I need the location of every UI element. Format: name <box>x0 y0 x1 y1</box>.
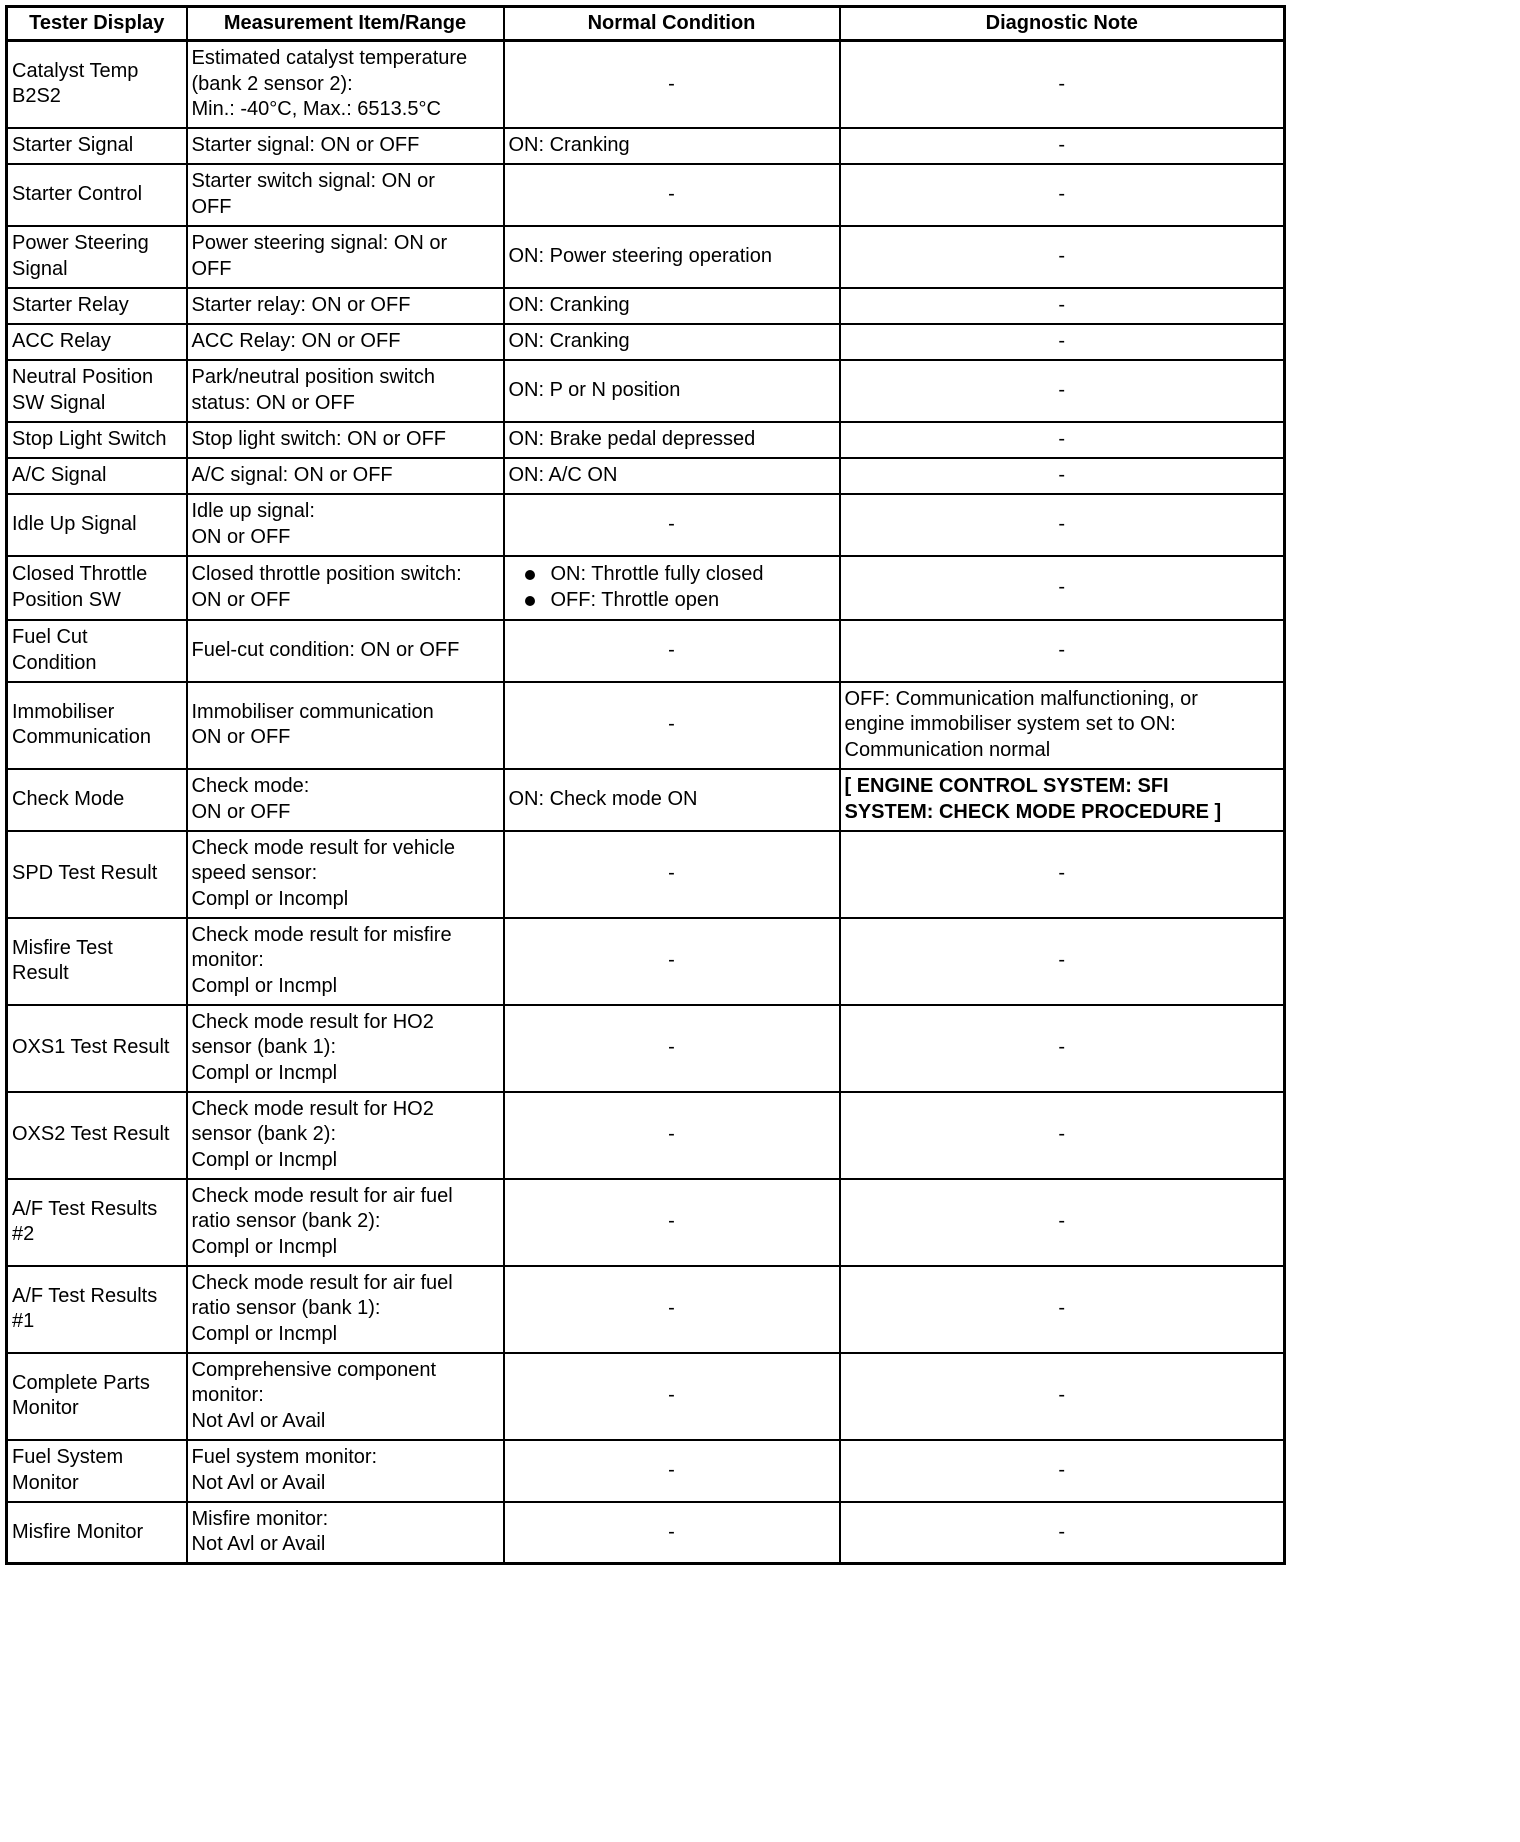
cell-text-line: ON or OFF <box>191 525 291 548</box>
cell-text-line: Idle up signal: <box>191 500 315 522</box>
table-row <box>7 458 1285 494</box>
cell-text-line: B2S2 <box>12 85 61 108</box>
cell-text-line: - <box>668 1458 675 1481</box>
normal-condition-cell <box>504 494 840 556</box>
cell-text-line: Position SW <box>12 588 121 611</box>
cell-text-line: [ ENGINE CONTROL SYSTEM: SFI <box>844 775 1169 797</box>
diagnostic-note-cell <box>840 458 1285 494</box>
cell-text-line: Signal <box>12 257 68 280</box>
cell-text-line: Misfire Test <box>12 936 113 959</box>
cell-text-line: OFF: Communication malfunctioning, or <box>844 687 1198 710</box>
table-row <box>7 164 1285 226</box>
diagnostic-note-cell <box>840 128 1285 164</box>
table-row <box>7 1266 1285 1353</box>
cell-text-line: Compl or Incmpl <box>191 1235 338 1258</box>
cell-text-line: Starter switch signal: ON or <box>191 170 435 192</box>
measurement-range-cell <box>187 324 504 360</box>
diagnostic-note-cell <box>840 682 1285 769</box>
bullet-dot-icon <box>525 570 535 580</box>
diagnostic-note-cell <box>840 226 1285 288</box>
table-row <box>7 324 1285 360</box>
cell-text-line: ON: Cranking <box>508 293 630 316</box>
cell-text-line: (bank 2 sensor 2): <box>191 72 353 95</box>
diagnostic-note-cell <box>840 1353 1285 1440</box>
diagnostic-note-cell <box>840 324 1285 360</box>
cell-text-line: - <box>668 512 675 535</box>
cell-text-line: ON: Brake pedal depressed <box>508 427 756 450</box>
diagnostic-note-cell <box>840 1502 1285 1564</box>
cell-text-line: A/C Signal <box>12 463 107 486</box>
diagnostic-note-cell <box>840 769 1285 831</box>
normal-condition-cell <box>504 831 840 918</box>
cell-text-line: Power steering signal: ON or <box>191 232 448 254</box>
table-row <box>7 226 1285 288</box>
normal-condition-cell <box>504 128 840 164</box>
normal-condition-cell <box>504 556 840 620</box>
cell-text-line: sensor (bank 1): <box>191 1036 337 1059</box>
cell-text-line: Condition <box>12 651 97 674</box>
diagnostic-note-cell <box>840 41 1285 128</box>
cell-text-line: status: ON or OFF <box>191 391 355 414</box>
cell-text-line: Check mode result for HO2 <box>191 1097 434 1120</box>
bullet-item <box>509 562 835 588</box>
cell-text-line: Not Avl or Avail <box>191 1533 326 1556</box>
cell-text-line: Neutral Position <box>12 366 154 388</box>
cell-text-line: - <box>668 1297 675 1320</box>
cell-text-line: - <box>1058 293 1066 316</box>
table-body <box>7 41 1285 1564</box>
tester-display-cell <box>7 458 187 494</box>
cell-text-line: ON: A/C ON <box>508 463 618 486</box>
cell-text-line: ratio sensor (bank 1): <box>191 1297 381 1320</box>
cell-text-line: SW Signal <box>12 391 106 414</box>
table-row <box>7 556 1285 620</box>
cell-text-line: Check Mode <box>12 787 125 810</box>
measurement-range-cell <box>187 1353 504 1440</box>
cell-text-line: - <box>1058 1123 1066 1146</box>
diagnostic-note-cell <box>840 360 1285 422</box>
cell-text-line: ratio sensor (bank 2): <box>191 1210 381 1233</box>
cell-text-line: - <box>668 72 675 95</box>
normal-condition-cell <box>504 458 840 494</box>
measurement-range-cell <box>187 918 504 1005</box>
diagnostic-note-cell <box>840 1440 1285 1502</box>
cell-text-line: - <box>668 1384 675 1407</box>
table-row <box>7 918 1285 1005</box>
tester-display-cell <box>7 164 187 226</box>
tester-display-cell <box>7 1005 187 1092</box>
diagnostic-note-cell <box>840 422 1285 458</box>
table-row <box>7 682 1285 769</box>
table-row <box>7 422 1285 458</box>
cell-text-line: Fuel Cut <box>12 626 88 648</box>
bullet-item <box>509 588 835 614</box>
normal-condition-cell <box>504 1440 840 1502</box>
cell-text-line: Not Avl or Avail <box>191 1409 326 1432</box>
normal-condition-cell <box>504 41 840 128</box>
cell-text-line: engine immobiliser system set to ON: <box>844 713 1176 736</box>
diagnostic-data-table <box>5 5 1286 1565</box>
measurement-range-cell <box>187 831 504 918</box>
column-header-measurement-item: Measurement Item/Range <box>187 7 504 41</box>
normal-condition-cell <box>504 1502 840 1564</box>
cell-text-line: - <box>668 713 675 736</box>
measurement-range-cell <box>187 422 504 458</box>
cell-text-line: Compl or Incmpl <box>191 1148 338 1171</box>
measurement-range-cell <box>187 458 504 494</box>
cell-text-line: - <box>1058 1520 1066 1543</box>
table-row <box>7 1502 1285 1564</box>
table-row <box>7 620 1285 682</box>
measurement-range-cell <box>187 1179 504 1266</box>
cell-text-line: Starter Control <box>12 182 143 205</box>
cell-text-line: - <box>1058 1458 1066 1481</box>
cell-text-line: - <box>1058 1384 1066 1407</box>
tester-display-cell <box>7 324 187 360</box>
normal-condition-cell <box>504 324 840 360</box>
measurement-range-cell <box>187 226 504 288</box>
bullet-list <box>509 562 835 613</box>
tester-display-cell <box>7 1179 187 1266</box>
cell-text-line: monitor: <box>191 1384 264 1407</box>
cell-text-line: Fuel system monitor: <box>191 1446 378 1468</box>
cell-text-line: - <box>1058 463 1066 486</box>
normal-condition-cell <box>504 1353 840 1440</box>
cell-text-line: Compl or Incompl <box>191 887 349 910</box>
cell-text-line: - <box>1058 949 1066 972</box>
table-row <box>7 128 1285 164</box>
cell-text-line: Stop light switch: ON or OFF <box>191 427 447 450</box>
measurement-range-cell <box>187 1005 504 1092</box>
cell-text-line: Check mode result for HO2 <box>191 1010 434 1033</box>
cell-text-line: - <box>1058 427 1066 450</box>
cell-text-line: ON or OFF <box>191 588 291 611</box>
cell-text-line: OFF <box>191 195 232 218</box>
cell-text-line: - <box>1058 638 1066 661</box>
normal-condition-cell <box>504 1005 840 1092</box>
cell-text-line: - <box>668 1520 675 1543</box>
table-row <box>7 1353 1285 1440</box>
cell-text-line: - <box>1058 133 1066 156</box>
cell-text-line: #1 <box>12 1310 35 1332</box>
bullet-dot-icon <box>525 596 535 606</box>
diagnostic-note-cell <box>840 918 1285 1005</box>
table-row <box>7 769 1285 831</box>
tester-display-cell <box>7 1353 187 1440</box>
tester-display-cell <box>7 1502 187 1564</box>
table-row <box>7 1092 1285 1179</box>
cell-text-line: Starter signal: ON or OFF <box>191 133 420 156</box>
column-header-diagnostic-note: Diagnostic Note <box>840 7 1285 41</box>
cell-text-line: Check mode: <box>191 775 310 797</box>
cell-text-line: Compl or Incmpl <box>191 974 338 997</box>
tester-display-cell <box>7 41 187 128</box>
cell-text-line: - <box>1058 575 1066 598</box>
cell-text-line: Idle Up Signal <box>12 512 137 535</box>
tester-display-cell <box>7 682 187 769</box>
tester-display-cell <box>7 288 187 324</box>
normal-condition-cell <box>504 918 840 1005</box>
cell-text-line: A/F Test Results <box>12 1284 158 1307</box>
diagnostic-note-cell <box>840 1266 1285 1353</box>
tester-display-cell <box>7 556 187 620</box>
cell-text-line: Complete Parts <box>12 1371 150 1394</box>
normal-condition-cell <box>504 360 840 422</box>
cell-text-line: A/F Test Results <box>12 1197 158 1220</box>
cell-text-line: - <box>1058 1210 1066 1233</box>
tester-display-cell <box>7 494 187 556</box>
cell-text-line: monitor: <box>191 949 264 972</box>
tester-display-cell <box>7 831 187 918</box>
cell-text-line: - <box>668 1036 675 1059</box>
cell-text-line: ON: Power steering operation <box>508 244 772 267</box>
measurement-range-cell <box>187 41 504 128</box>
bullet-text: ON: Throttle fully closed <box>550 563 764 585</box>
cell-text-line: ACC Relay <box>12 329 111 352</box>
table-row <box>7 1005 1285 1092</box>
cell-text-line: Communication <box>12 726 151 748</box>
normal-condition-cell <box>504 1179 840 1266</box>
cell-text-line: - <box>1058 329 1066 352</box>
cell-text-line: - <box>1058 1297 1066 1320</box>
cell-text-line: OXS2 Test Result <box>12 1123 170 1146</box>
cell-text-line: #2 <box>12 1223 35 1245</box>
cell-text-line: - <box>668 1123 675 1146</box>
tester-display-cell <box>7 620 187 682</box>
header-row <box>7 7 1285 41</box>
cell-text-line: A/C signal: ON or OFF <box>191 463 393 486</box>
cell-text-line: Fuel-cut condition: ON or OFF <box>191 638 460 661</box>
cell-text-line: Monitor <box>12 1397 79 1419</box>
normal-condition-cell <box>504 682 840 769</box>
measurement-range-cell <box>187 769 504 831</box>
cell-text-line: - <box>1058 862 1066 885</box>
cell-text-line: Stop Light Switch <box>12 427 167 450</box>
normal-condition-cell <box>504 1266 840 1353</box>
normal-condition-cell <box>504 226 840 288</box>
cell-text-line: - <box>1058 72 1066 95</box>
cell-text-line: Check mode result for air fuel <box>191 1184 453 1207</box>
cell-text-line: Communication normal <box>844 738 1051 761</box>
table-row <box>7 1440 1285 1502</box>
cell-text-line: - <box>668 949 675 972</box>
cell-text-line: OXS1 Test Result <box>12 1036 170 1059</box>
cell-text-line: ON: Cranking <box>508 329 630 352</box>
cell-text-line: - <box>668 638 675 661</box>
cell-text-line: Compl or Incmpl <box>191 1322 338 1345</box>
measurement-range-cell <box>187 1502 504 1564</box>
measurement-range-cell <box>187 1092 504 1179</box>
cell-text-line: Park/neutral position switch <box>191 366 435 388</box>
cell-text-line: speed sensor: <box>191 862 318 885</box>
cell-text-line: Closed throttle position switch: <box>191 563 462 585</box>
measurement-range-cell <box>187 494 504 556</box>
cell-text-line: Not Avl or Avail <box>191 1471 326 1494</box>
tester-display-cell <box>7 226 187 288</box>
cell-text-line: - <box>668 862 675 885</box>
table-row <box>7 360 1285 422</box>
diagnostic-note-cell <box>840 164 1285 226</box>
cell-text-line: Monitor <box>12 1471 79 1494</box>
column-header-normal-condition: Normal Condition <box>504 7 840 41</box>
cell-text-line: ON: Cranking <box>508 133 630 156</box>
table-row <box>7 41 1285 128</box>
cell-text-line: Immobiliser <box>12 700 115 723</box>
cell-text-line: ON: P or N position <box>508 378 681 401</box>
cell-text-line: Starter Signal <box>12 133 134 156</box>
cell-text-line: Immobiliser communication <box>191 700 434 723</box>
diagnostic-note-cell <box>840 556 1285 620</box>
normal-condition-cell <box>504 422 840 458</box>
normal-condition-cell <box>504 1092 840 1179</box>
cell-text-line: ON or OFF <box>191 800 291 823</box>
tester-display-cell <box>7 1092 187 1179</box>
tester-display-cell <box>7 769 187 831</box>
cell-text-line: Estimated catalyst temperature <box>191 47 468 69</box>
cell-text-line: Check mode result for air fuel <box>191 1271 453 1294</box>
column-header-tester-display: Tester Display <box>7 7 187 41</box>
measurement-range-cell <box>187 620 504 682</box>
measurement-range-cell <box>187 128 504 164</box>
bullet-text: OFF: Throttle open <box>550 588 720 611</box>
diagnostic-note-cell <box>840 288 1285 324</box>
measurement-range-cell <box>187 556 504 620</box>
cell-text-line: Starter relay: ON or OFF <box>191 293 411 316</box>
tester-display-cell <box>7 1266 187 1353</box>
cell-text-line: Result <box>12 962 69 984</box>
measurement-range-cell <box>187 360 504 422</box>
normal-condition-cell <box>504 620 840 682</box>
tester-display-cell <box>7 422 187 458</box>
cell-text-line: SPD Test Result <box>12 862 158 885</box>
cell-text-line: Starter Relay <box>12 293 129 316</box>
cell-text-line: Misfire Monitor <box>12 1520 144 1543</box>
measurement-range-cell <box>187 164 504 226</box>
cell-text-line: Fuel System <box>12 1446 124 1468</box>
cell-text-line: Check mode result for vehicle <box>191 836 455 859</box>
cell-text-line: Closed Throttle <box>12 563 148 585</box>
cell-text-line: ON: Check mode ON <box>508 787 698 810</box>
tester-display-cell <box>7 918 187 1005</box>
cell-text-line: sensor (bank 2): <box>191 1123 337 1146</box>
cell-text-line: - <box>1058 378 1066 401</box>
cell-text-line: - <box>1058 512 1066 535</box>
cell-text-line: Catalyst Temp <box>12 59 139 82</box>
measurement-range-cell <box>187 1440 504 1502</box>
cell-text-line: Comprehensive component <box>191 1358 437 1381</box>
cell-text-line: - <box>668 1210 675 1233</box>
tester-display-cell <box>7 360 187 422</box>
diagnostic-note-cell <box>840 1092 1285 1179</box>
diagnostic-note-cell <box>840 494 1285 556</box>
tester-display-cell <box>7 1440 187 1502</box>
normal-condition-cell <box>504 769 840 831</box>
diagnostic-note-cell <box>840 620 1285 682</box>
cell-text-line: - <box>1058 182 1066 205</box>
cell-text-line: SYSTEM: CHECK MODE PROCEDURE ] <box>844 800 1222 823</box>
cell-text-line: - <box>668 182 675 205</box>
measurement-range-cell <box>187 288 504 324</box>
diagnostic-note-cell <box>840 831 1285 918</box>
diagnostic-note-cell <box>840 1179 1285 1266</box>
table-row <box>7 288 1285 324</box>
cell-text-line: Power Steering <box>12 232 149 254</box>
cell-text-line: Misfire monitor: <box>191 1507 329 1530</box>
diagnostic-note-cell <box>840 1005 1285 1092</box>
cell-text-line: ACC Relay: ON or OFF <box>191 329 401 352</box>
cell-text-line: - <box>1058 244 1066 267</box>
measurement-range-cell <box>187 682 504 769</box>
cell-text-line: OFF <box>191 257 232 280</box>
cell-text-line: ON or OFF <box>191 726 291 748</box>
normal-condition-cell <box>504 288 840 324</box>
table-row <box>7 1179 1285 1266</box>
normal-condition-cell <box>504 164 840 226</box>
cell-text-line: Min.: -40°C, Max.: 6513.5°C <box>191 98 441 120</box>
cell-text-line: Check mode result for misfire <box>191 923 452 946</box>
table-row <box>7 494 1285 556</box>
tester-display-cell <box>7 128 187 164</box>
table-row <box>7 831 1285 918</box>
cell-text-line: Compl or Incmpl <box>191 1061 338 1084</box>
measurement-range-cell <box>187 1266 504 1353</box>
cell-text-line: - <box>1058 1036 1066 1059</box>
